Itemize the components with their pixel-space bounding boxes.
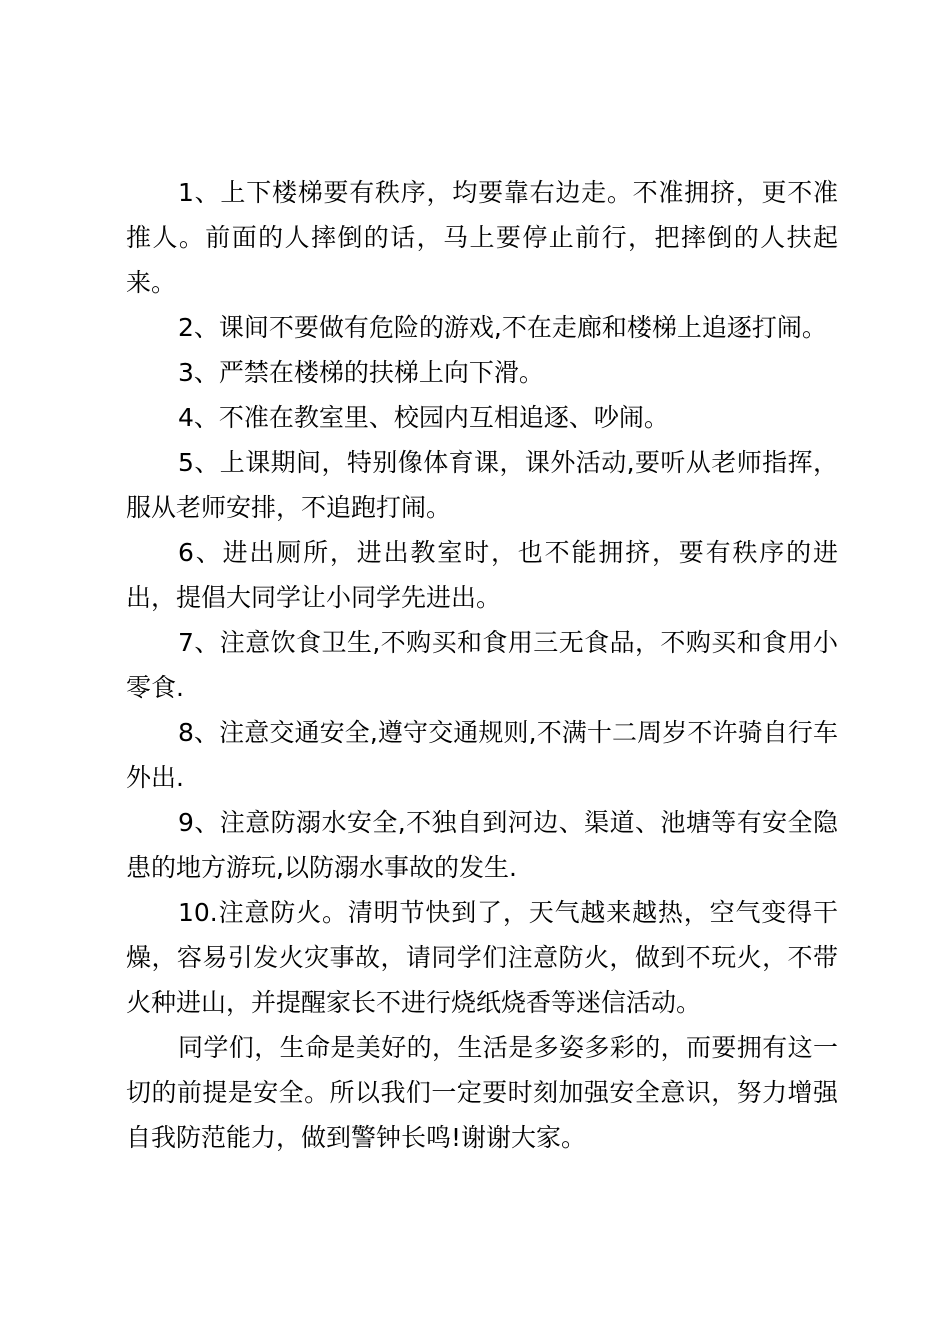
- paragraph-rule-4: 4、不准在教室里、校园内互相追逐、吵闹。: [178, 403, 669, 432]
- paragraph-rule-7: 7、注意饮食卫生,不购买和食用三无食品，不购买和食用小零食.: [126, 628, 838, 702]
- paragraph-rule-2: 2、课间不要做有危险的游戏,不在走廊和楼梯上追逐打闹。: [178, 313, 827, 342]
- document-body: [126, 170, 838, 1160]
- paragraph-rule-8: 8、注意交通安全,遵守交通规则,不满十二周岁不许骑自行车外出.: [126, 718, 838, 792]
- paragraph-rule-10: 10.注意防火。清明节快到了，天气越来越热，空气变得干燥，容易引发火灾事故，请同学们注意防火，做到不玩火，不带火种进山，并提醒家长不进行烧纸烧香等迷信活动。: [126, 898, 838, 1017]
- paragraph-rule-3: 3、严禁在楼梯的扶梯上向下滑。: [178, 358, 544, 387]
- paragraph-rule-6: 6、进出厕所，进出教室时，也不能拥挤，要有秩序的进出，提倡大同学让小同学先进出。: [126, 538, 838, 612]
- paragraph-rule-5: 5、上课期间，特别像体育课，课外活动,要听从老师指挥，服从老师安排，不追跑打闹。: [126, 448, 838, 522]
- paragraph-closing: 同学们，生命是美好的，生活是多姿多彩的，而要拥有这一切的前提是安全。所以我们一定要时刻加强安全意识，努力增强自我防范能力，做到警钟长鸣!谢谢大家。: [126, 1033, 838, 1152]
- paragraph-rule-1: 1、上下楼梯要有秩序，均要靠右边走。不准拥挤，更不准推人。前面的人摔倒的话，马上要停止前行，把摔倒的人扶起来。: [126, 178, 838, 297]
- paragraph-rule-9: 9、注意防溺水安全,不独自到河边、渠道、池塘等有安全隐患的地方游玩,以防溺水事故的发生.: [126, 808, 838, 882]
